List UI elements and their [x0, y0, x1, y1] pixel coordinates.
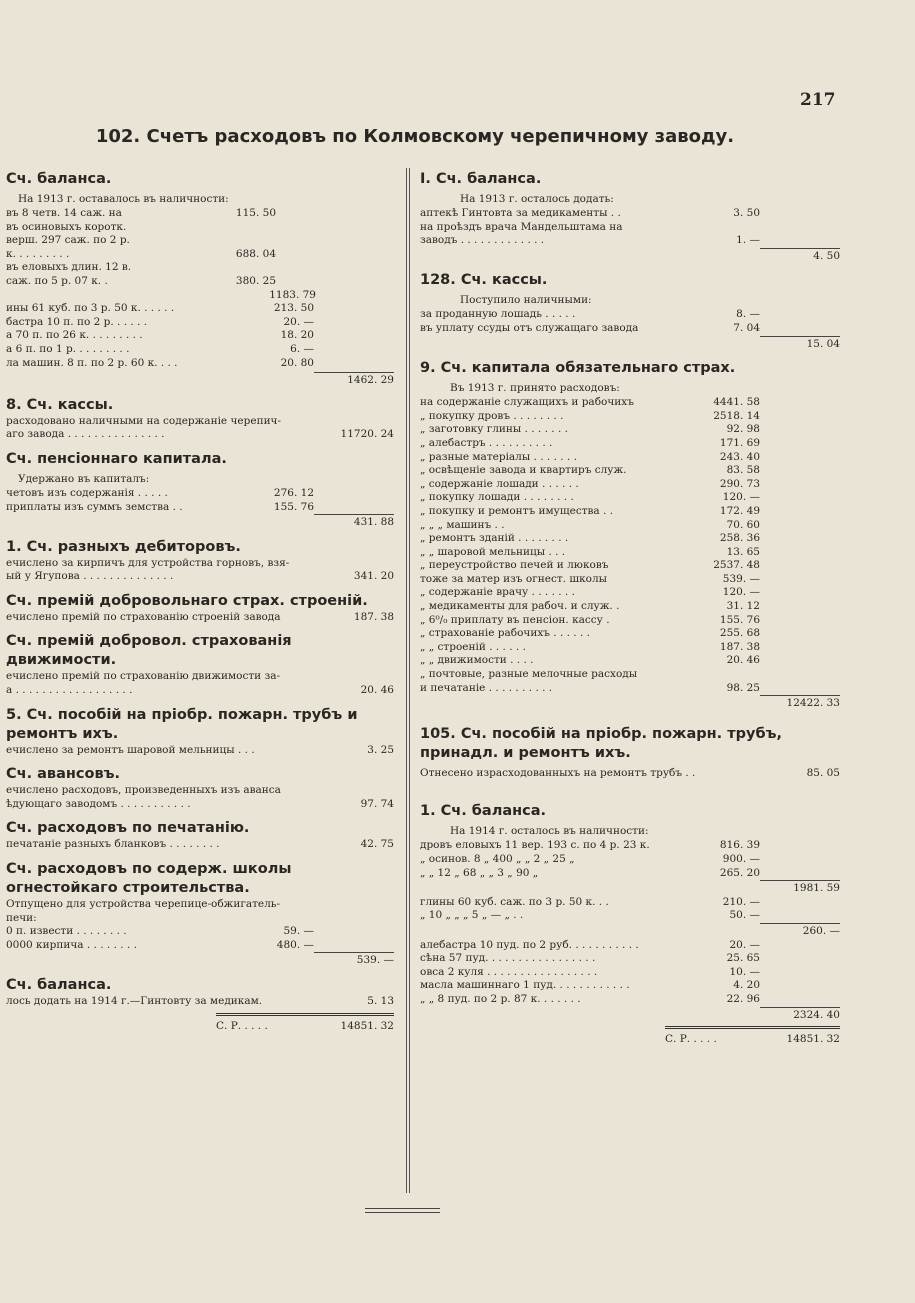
- ledger-row: [420, 909, 840, 923]
- ledger-row-value: 816. 39: [719, 839, 760, 852]
- ledger-row-label: „ 10 „ „ „ 5 „ — „ . .: [420, 909, 524, 922]
- ledger-row-label: „ покупку дровъ . . . . . . . .: [420, 409, 564, 422]
- ledger-row-value: 92. 98: [726, 423, 760, 436]
- ledger-row: [420, 586, 840, 600]
- ledger-row-value: 171. 69: [719, 436, 760, 449]
- ledger-row-label: а 6 п. по 1 р. . . . . . . . .: [6, 342, 130, 355]
- ledger-row-label: „ „ 12 „ 68 „ „ 3 „ 90 „: [420, 866, 539, 879]
- subtotal-value: 260. —: [760, 923, 840, 939]
- ledger-row: аптекѣ Гинтовта за медикаменты . . 3. 50: [420, 207, 760, 219]
- ledger-row-value: 25. 65: [726, 952, 760, 965]
- section-heading: Сч. премій добровол. страхованія движимости.: [6, 633, 292, 669]
- ledger-row-label: „ страхованіе рабочихъ . . . . . .: [420, 627, 590, 640]
- ledger-row: 0000 кирпича . . . . . . . . 480. —: [6, 938, 314, 951]
- ledger-row-value: 18. 20: [280, 329, 314, 342]
- subtotal-value: 1183. 79: [269, 288, 316, 301]
- section-heading: 128. Сч. кассы.: [420, 272, 548, 289]
- ledger-row-value: 31. 12: [726, 600, 760, 613]
- ledger-row-label: въ еловыхъ длин. 12 в.: [6, 261, 132, 274]
- ledger-row: [420, 867, 840, 881]
- ledger-row: [420, 979, 840, 993]
- ledger-row-value: 10. —: [729, 965, 760, 978]
- ledger-row-value: 70. 60: [726, 518, 760, 531]
- footer-rule: [365, 1212, 440, 1213]
- total-value: 2324. 40: [760, 1007, 840, 1023]
- ledger-row-label: алебастра 10 пуд. по 2 руб. . . . . . . . . . .: [420, 938, 639, 951]
- ledger-row-label: „ медикаменты для рабоч. и служ. .: [420, 600, 620, 613]
- ledger-row-value: [216, 261, 276, 275]
- column-divider: [406, 168, 410, 1193]
- ledger-row: заводъ . . . . . . . . . . . . . 1. —: [420, 234, 760, 247]
- total-row: [6, 952, 394, 968]
- ledger-row-label: „ содержаніе врачу . . . . . . .: [420, 586, 575, 599]
- ledger-row-label: „ „ 8 пуд. по 2 р. 87 к. . . . . . .: [420, 992, 581, 1005]
- page-number: 217: [800, 90, 836, 110]
- total-value: 20. 46: [360, 684, 394, 697]
- ledger-row: [420, 505, 840, 519]
- ledger-row: [420, 641, 840, 655]
- ledger-row-label: ины 61 куб. по 3 р. 50 к. . . . . .: [6, 302, 175, 315]
- ledger-row-label: „ почтовые, разные мелочные расходы: [420, 668, 638, 681]
- ledger-row-value: 688. 04: [235, 247, 276, 260]
- ledger-row-value: 115. 50: [235, 207, 276, 219]
- section-heading: Сч. баланса.: [6, 171, 112, 187]
- ledger-row: [6, 343, 394, 357]
- ledger-row-label: верш. 297 саж. по 2 р.: [6, 234, 130, 247]
- ledger-row: [6, 207, 394, 221]
- ledger-row-label: „ ремонтъ зданій . . . . . . . .: [420, 532, 569, 545]
- ledger-row: [6, 357, 394, 371]
- ledger-row: [420, 451, 840, 465]
- ledger-row-value: [216, 234, 276, 248]
- section-heading: Сч. расходовъ по содерж. школы огнестойкаго строительства.: [6, 861, 292, 897]
- grand-total-row: С. Р. . . . . 14851. 32: [216, 1019, 394, 1032]
- ledger-row-value: 20. 46: [726, 654, 760, 667]
- total-value: 3. 25: [367, 743, 394, 756]
- text-line: ечислено за кирпичъ для устройства горновъ, взя-: [6, 556, 290, 569]
- ledger-row-value: 20. —: [729, 938, 760, 951]
- ledger-row: [6, 329, 394, 343]
- section-heading: I. Сч. баланса.: [420, 171, 542, 187]
- ledger-row-value: 2537. 48: [713, 559, 760, 572]
- ledger-row: [420, 853, 840, 867]
- section-subheading: На 1914 г. осталось въ наличности:: [450, 825, 649, 838]
- ledger-row-value: 20. 80: [280, 356, 314, 369]
- ledger-row: [420, 993, 840, 1007]
- section-heading: Сч. премій добровольнаго страх. строеній.: [6, 592, 368, 609]
- section-heading: Сч. расходовъ по печатанію.: [6, 820, 250, 837]
- subtotal-row: [420, 880, 840, 896]
- ledger-row-label: глины 60 куб. саж. по 3 р. 50 к. . .: [420, 895, 609, 908]
- ledger-row-label: „ „ „ машинъ . .: [420, 518, 505, 531]
- ledger-row-value: 120. —: [722, 491, 760, 504]
- ledger-row: [6, 275, 394, 289]
- ledger-row: [420, 546, 840, 560]
- grand-total-value: 14851. 32: [340, 1019, 394, 1032]
- section-subheading: Удержано въ капиталъ:: [18, 472, 150, 485]
- ledger-row: [420, 464, 840, 478]
- ledger-row-value: 22. 96: [726, 992, 760, 1005]
- section-subheading: Поступило наличными:: [460, 294, 592, 307]
- ledger-row-value: 6. —: [290, 342, 314, 355]
- ledger-row-value: 98. 25: [726, 681, 760, 694]
- total-row: ечислено за ремонтъ шаровой мельницы . . . 3. 25: [6, 743, 394, 756]
- ledger-row-value: 243. 40: [719, 450, 760, 463]
- text-line: ечислено премій по страхованію движимости за-: [6, 670, 281, 683]
- ledger-row-value: 290. 73: [719, 477, 760, 490]
- ledger-row-label: въ 8 четв. 14 саж. на: [6, 207, 122, 219]
- ledger-row: [6, 234, 394, 248]
- ledger-row-value: 2518. 14: [713, 409, 760, 422]
- ledger-row: [420, 627, 840, 641]
- page-title: 102. Счетъ расходовъ по Колмовскому черепичному заводу.: [95, 126, 735, 147]
- ledger-row-label: масла машиннаго 1 пуд. . . . . . . . . . . .: [420, 979, 630, 992]
- ledger-row: [420, 600, 840, 614]
- ledger-row-value: 50. —: [729, 909, 760, 922]
- ledger-row: [420, 437, 840, 451]
- total-row: [6, 372, 394, 388]
- section-heading: Сч. авансовъ.: [6, 766, 121, 783]
- ledger-row: [6, 221, 394, 235]
- ledger-row-label: ла машин. 8 п. по 2 р. 60 к. . . .: [6, 356, 178, 369]
- ledger-row: [420, 532, 840, 546]
- text-line: Отпущено для устройства черепице-обжигатель-: [6, 898, 281, 911]
- section-subheading: Въ 1913 г. принято расходовъ:: [450, 382, 620, 395]
- ledger-row: [420, 559, 840, 573]
- text-line: печи:: [6, 911, 37, 924]
- total-row: лось додать на 1914 г.—Гинтовту за медикам. 5. 13: [6, 995, 394, 1007]
- ledger-row-value: 258. 36: [719, 532, 760, 545]
- ledger-row-label: на содержаніе служащихъ и рабочихъ: [420, 396, 634, 409]
- ledger-row-value: 213. 50: [273, 302, 314, 315]
- ledger-row-value: 187. 38: [719, 640, 760, 653]
- ledger-row: за проданную лошадь . . . . . 8. —: [420, 308, 760, 321]
- ledger-row: [6, 261, 394, 275]
- ledger-row: [420, 896, 840, 910]
- text-line: ечислено расходовъ, произведенныхъ изъ аванса: [6, 784, 281, 797]
- ledger-row-value: 13. 65: [726, 545, 760, 558]
- ledger-row-label: „ разные матеріалы . . . . . . .: [420, 450, 577, 463]
- ledger-row-value: 4441. 58: [713, 396, 760, 409]
- ledger-row-value: 255. 68: [719, 627, 760, 640]
- total-value: 97. 74: [360, 797, 394, 810]
- footer-rule: [365, 1208, 440, 1209]
- ledger-row-label: сѣна 57 пуд. . . . . . . . . . . . . . . . .: [420, 952, 596, 965]
- ledger-row-value: 120. —: [722, 586, 760, 599]
- right-column: [420, 162, 840, 1047]
- ledger-row: приплаты изъ суммъ земства . . 155. 76: [6, 500, 314, 513]
- ledger-row: [420, 423, 840, 437]
- ledger-row-value: 900. —: [722, 853, 760, 865]
- section-heading: Сч. баланса.: [6, 977, 112, 993]
- ledger-row-value: 539. —: [722, 572, 760, 585]
- section-heading: 9. Сч. капитала обязательнаго страх.: [420, 360, 736, 377]
- ledger-row: [420, 396, 840, 410]
- ledger-row-label: „ 6⁰/₀ приплату въ пенсіон. кассу .: [420, 613, 610, 626]
- ledger-row-label: дровъ еловыхъ 11 вер. 193 с. по 4 р. 23 к.: [420, 839, 650, 852]
- section-subheading: На 1913 г. оставалось въ наличности:: [18, 193, 229, 205]
- text-line: расходовано наличными на содержаніе черепич-: [6, 414, 282, 427]
- total-row: Отнесено израсходованныхъ на ремонтъ трубъ . . 85. 05: [420, 766, 840, 779]
- ledger-row-label: к. . . . . . . . .: [6, 247, 70, 260]
- ledger-row: въ уплату ссуды отъ служащаго завода 7. 04: [420, 321, 760, 334]
- ledger-row: [420, 839, 840, 853]
- ledger-row: [420, 410, 840, 424]
- total-row: [420, 248, 840, 264]
- total-row: ечислено премій по страхованію строеній завода 187. 38: [6, 610, 394, 623]
- subtotal-row: [420, 923, 840, 939]
- ledger-row: [420, 614, 840, 628]
- total-value: 539. —: [314, 952, 394, 968]
- ledger-row: [6, 248, 394, 262]
- ledger-row-value: 20. —: [283, 315, 314, 328]
- ledger-row: [420, 573, 840, 587]
- section-heading: 105. Сч. пособій на пріобр. пожарн. трубъ, принадл. и ремонтъ ихъ.: [420, 725, 782, 761]
- total-row: [6, 514, 394, 530]
- total-row: а . . . . . . . . . . . . . . . . . . 20. 46: [6, 684, 394, 697]
- section-heading: Сч. пенсіоннаго капитала.: [6, 450, 227, 467]
- ledger-row-value: 172. 49: [719, 504, 760, 517]
- ledger-row: [420, 491, 840, 505]
- total-value: 1462. 29: [314, 372, 394, 388]
- section-heading: 1. Сч. разныхъ дебиторовъ.: [6, 538, 241, 555]
- section-heading: 5. Сч. пособій на пріобр. пожарн. трубъ и ремонтъ ихъ.: [6, 706, 358, 742]
- subtotal-row: [6, 289, 394, 303]
- ledger-row-label: „ переустройство печей и люковъ: [420, 559, 609, 572]
- grand-total-value: 14851. 32: [786, 1033, 840, 1046]
- total-row: ѣдующаго заводомъ . . . . . . . . . . . 97. 74: [6, 797, 394, 810]
- ledger-row-label: „ покупку лошади . . . . . . . .: [420, 491, 574, 504]
- ledger-row-value: [216, 221, 276, 235]
- ledger-row-label: „ алебастръ . . . . . . . . . .: [420, 436, 553, 449]
- ledger-row-label: саж. по 5 р. 07 к. .: [6, 274, 108, 287]
- ledger-row-label: а 70 п. по 26 к. . . . . . . . .: [6, 329, 143, 342]
- total-value: 4. 50: [760, 248, 840, 264]
- ledger-row: [420, 668, 840, 682]
- total-value: 42. 75: [360, 838, 394, 851]
- ledger-row-label: „ заготовку глины . . . . . . .: [420, 423, 568, 436]
- section-subheading: На 1913 г. осталось додать:: [460, 193, 614, 205]
- ledger-row: [420, 519, 840, 533]
- ledger-row: [420, 478, 840, 492]
- ledger-row-label: „ „ шаровой мельницы . . .: [420, 545, 566, 558]
- total-row: [420, 695, 840, 711]
- ledger-row: 0 п. извести . . . . . . . . 59. —: [6, 925, 314, 938]
- ledger-row-value: 155. 76: [719, 613, 760, 626]
- ledger-row-label: въ осиновыхъ коротк.: [6, 220, 127, 233]
- ledger-row-label: „ содержаніе лошади . . . . . .: [420, 477, 579, 490]
- ledger-row: [420, 682, 840, 696]
- ledger-row-label: „ „ строеній . . . . . .: [420, 640, 526, 653]
- ledger-row: [420, 952, 840, 966]
- ledger-row-value: 380. 25: [235, 274, 276, 287]
- ledger-row: [420, 654, 840, 668]
- ledger-row: [420, 939, 840, 953]
- ledger-row: [420, 966, 840, 980]
- ledger-row-value: 4. 20: [733, 979, 760, 992]
- ledger-row: [6, 316, 394, 330]
- total-value: 11720. 24: [340, 428, 394, 441]
- ledger-row-label: тоже за матер изъ огнест. школы: [420, 572, 607, 585]
- total-row: [420, 336, 840, 352]
- total-value: 5. 13: [367, 995, 394, 1007]
- ledger-row-value: [680, 668, 760, 682]
- subtotal-value: 1981. 59: [760, 880, 840, 896]
- grand-total-row: С. Р. . . . . 14851. 32: [665, 1033, 840, 1046]
- total-value: 85. 05: [806, 766, 840, 779]
- ledger-row-label: бастра 10 п. по 2 р. . . . . .: [6, 315, 148, 328]
- total-row: ый у Ягупова . . . . . . . . . . . . . . 341. 20: [6, 570, 394, 583]
- ledger-row-label: „ осинов. 8 „ 400 „ „ 2 „ 25 „: [420, 853, 575, 865]
- ledger-row: на проѣздъ врача Мандельштама на: [420, 220, 623, 233]
- total-row: [420, 1007, 840, 1023]
- ledger-row-label: „ покупку и ремонтъ имущества . .: [420, 504, 614, 517]
- ledger-row-value: 83. 58: [726, 464, 760, 477]
- ledger-row-value: 210. —: [722, 895, 760, 908]
- section-heading: 1. Сч. баланса.: [420, 803, 547, 820]
- ledger-row-value: 265. 20: [719, 866, 760, 879]
- left-column: [6, 162, 394, 1033]
- total-row: печатаніе разныхъ бланковъ . . . . . . . . 42. 75: [6, 838, 394, 851]
- ledger-row-label: „ освѣщеніе завода и квартиръ служ.: [420, 464, 627, 477]
- ledger-row-label: „ „ движимости . . . .: [420, 654, 534, 667]
- ledger-row: [6, 302, 394, 316]
- ledger-row-label: и печатаніе . . . . . . . . . .: [420, 681, 553, 694]
- total-value: 12422. 33: [760, 695, 840, 711]
- total-value: 341. 20: [353, 570, 394, 583]
- total-value: 187. 38: [353, 610, 394, 623]
- section-heading: 8. Сч. кассы.: [6, 396, 114, 413]
- ledger-row-label: овса 2 куля . . . . . . . . . . . . . . . . .: [420, 965, 598, 978]
- total-row: аго завода . . . . . . . . . . . . . . . 11720. 24: [6, 428, 394, 441]
- total-value: 431. 88: [314, 514, 394, 530]
- ledger-row: четовъ изъ содержанія . . . . . 276. 12: [6, 486, 314, 499]
- total-value: 15. 04: [760, 336, 840, 352]
